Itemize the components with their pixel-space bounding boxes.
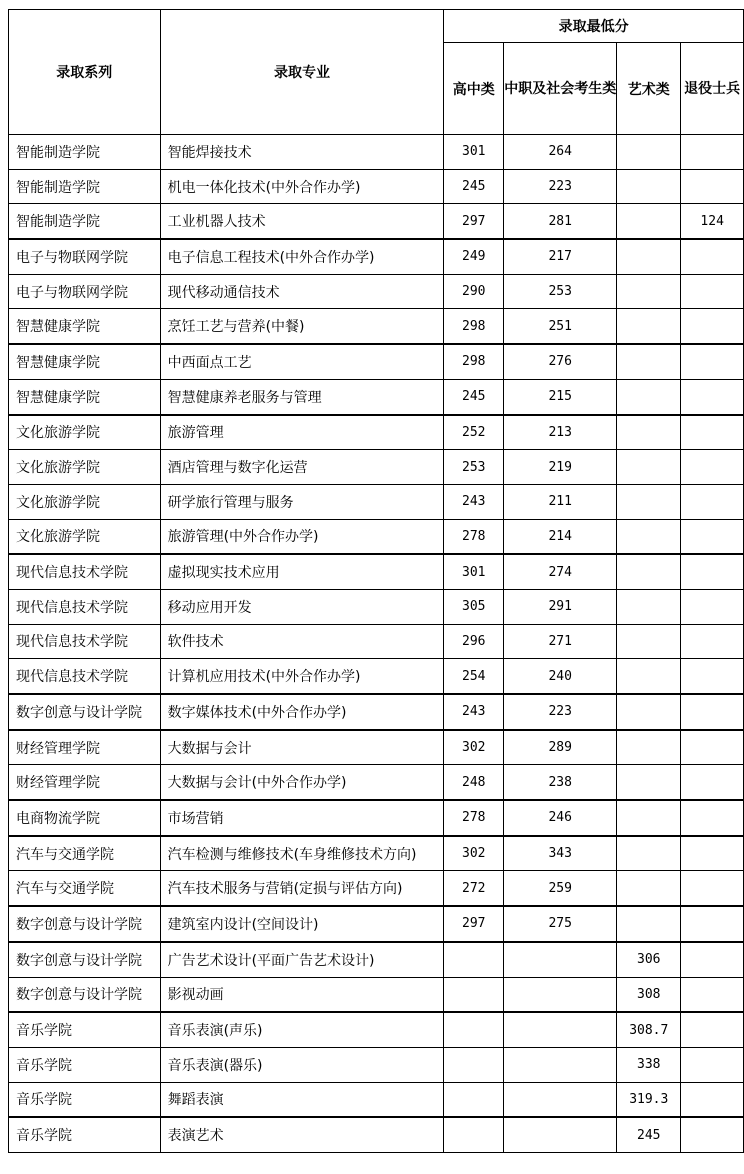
score-table-container	[8, 9, 744, 1153]
cell-zhongzhi-score: 217	[504, 239, 617, 274]
cell-major: 旅游管理	[160, 415, 444, 450]
table-row	[9, 379, 744, 414]
cell-yishu-score	[617, 135, 681, 170]
cell-yishu-score: 308	[617, 977, 681, 1012]
cell-major: 酒店管理与数字化运营	[160, 450, 444, 485]
cell-dept: 智能制造学院	[9, 169, 161, 204]
cell-zhongzhi-score: 264	[504, 135, 617, 170]
cell-yishu-score	[617, 344, 681, 379]
cell-gaozhong-score: 298	[444, 344, 504, 379]
cell-yishu-score	[617, 659, 681, 694]
cell-major: 软件技术	[160, 624, 444, 659]
table-row	[9, 239, 744, 274]
cell-major: 表演艺术	[160, 1117, 444, 1152]
cell-zhongzhi-score: 251	[504, 309, 617, 344]
cell-major: 汽车技术服务与营销(定损与评估方向)	[160, 871, 444, 906]
cell-tuiyi-score	[681, 977, 744, 1012]
header-zhongzhi: 中职及社会考生类	[504, 43, 617, 135]
cell-zhongzhi-score: 214	[504, 519, 617, 554]
cell-tuiyi-score	[681, 765, 744, 800]
cell-gaozhong-score	[444, 1117, 504, 1152]
cell-yishu-score	[617, 800, 681, 836]
cell-yishu-score	[617, 554, 681, 589]
table-row	[9, 450, 744, 485]
cell-dept: 文化旅游学院	[9, 415, 161, 450]
cell-yishu-score	[617, 379, 681, 414]
cell-gaozhong-score	[444, 942, 504, 977]
table-row	[9, 519, 744, 554]
cell-dept: 智慧健康学院	[9, 344, 161, 379]
cell-tuiyi-score	[681, 379, 744, 414]
cell-major: 现代移动通信技术	[160, 274, 444, 309]
cell-tuiyi-score	[681, 169, 744, 204]
cell-dept: 数字创意与设计学院	[9, 906, 161, 942]
cell-gaozhong-score	[444, 1047, 504, 1082]
table-row	[9, 659, 744, 694]
cell-yishu-score: 338	[617, 1047, 681, 1082]
cell-tuiyi-score	[681, 274, 744, 309]
cell-gaozhong-score: 305	[444, 589, 504, 624]
cell-yishu-score: 319.3	[617, 1082, 681, 1117]
cell-zhongzhi-score	[504, 1117, 617, 1152]
cell-major: 数字媒体技术(中外合作办学)	[160, 694, 444, 730]
cell-major: 虚拟现实技术应用	[160, 554, 444, 589]
cell-zhongzhi-score: 274	[504, 554, 617, 589]
header-min-score-group: 录取最低分	[444, 10, 744, 43]
cell-gaozhong-score: 248	[444, 765, 504, 800]
cell-dept: 汽车与交通学院	[9, 836, 161, 871]
table-row	[9, 871, 744, 906]
cell-gaozhong-score: 272	[444, 871, 504, 906]
cell-tuiyi-score	[681, 135, 744, 170]
cell-zhongzhi-score: 219	[504, 450, 617, 485]
cell-major: 建筑室内设计(空间设计)	[160, 906, 444, 942]
cell-yishu-score	[617, 694, 681, 730]
cell-dept: 财经管理学院	[9, 730, 161, 765]
cell-tuiyi-score	[681, 484, 744, 519]
table-row	[9, 765, 744, 800]
cell-major: 移动应用开发	[160, 589, 444, 624]
cell-gaozhong-score: 278	[444, 519, 504, 554]
cell-major: 烹饪工艺与营养(中餐)	[160, 309, 444, 344]
cell-gaozhong-score: 245	[444, 169, 504, 204]
cell-zhongzhi-score: 289	[504, 730, 617, 765]
table-row	[9, 942, 744, 977]
cell-tuiyi-score	[681, 309, 744, 344]
cell-tuiyi-score	[681, 624, 744, 659]
cell-major: 中西面点工艺	[160, 344, 444, 379]
table-row	[9, 836, 744, 871]
cell-zhongzhi-score: 211	[504, 484, 617, 519]
cell-gaozhong-score: 253	[444, 450, 504, 485]
cell-dept: 电子与物联网学院	[9, 239, 161, 274]
cell-zhongzhi-score: 240	[504, 659, 617, 694]
table-row	[9, 169, 744, 204]
cell-zhongzhi-score: 271	[504, 624, 617, 659]
header-gaozhong: 高中类	[444, 43, 504, 135]
cell-gaozhong-score	[444, 1012, 504, 1047]
cell-gaozhong-score: 245	[444, 379, 504, 414]
table-row	[9, 624, 744, 659]
cell-gaozhong-score: 301	[444, 135, 504, 170]
table-row	[9, 274, 744, 309]
cell-tuiyi-score	[681, 871, 744, 906]
cell-dept: 音乐学院	[9, 1047, 161, 1082]
cell-zhongzhi-score: 259	[504, 871, 617, 906]
cell-zhongzhi-score: 246	[504, 800, 617, 836]
cell-zhongzhi-score	[504, 1047, 617, 1082]
cell-gaozhong-score	[444, 977, 504, 1012]
cell-yishu-score: 306	[617, 942, 681, 977]
cell-tuiyi-score	[681, 1047, 744, 1082]
cell-dept: 文化旅游学院	[9, 484, 161, 519]
cell-gaozhong-score: 298	[444, 309, 504, 344]
cell-zhongzhi-score: 238	[504, 765, 617, 800]
table-row	[9, 800, 744, 836]
cell-dept: 文化旅游学院	[9, 450, 161, 485]
cell-zhongzhi-score	[504, 1082, 617, 1117]
cell-yishu-score	[617, 239, 681, 274]
cell-zhongzhi-score	[504, 977, 617, 1012]
cell-tuiyi-score	[681, 450, 744, 485]
cell-gaozhong-score: 249	[444, 239, 504, 274]
cell-gaozhong-score: 290	[444, 274, 504, 309]
table-row	[9, 589, 744, 624]
cell-dept: 现代信息技术学院	[9, 589, 161, 624]
cell-yishu-score	[617, 730, 681, 765]
cell-yishu-score	[617, 765, 681, 800]
cell-gaozhong-score: 243	[444, 694, 504, 730]
cell-tuiyi-score: 124	[681, 204, 744, 239]
cell-major: 智慧健康养老服务与管理	[160, 379, 444, 414]
cell-tuiyi-score	[681, 906, 744, 942]
cell-tuiyi-score	[681, 589, 744, 624]
cell-yishu-score	[617, 309, 681, 344]
table-row	[9, 1047, 744, 1082]
table-row	[9, 484, 744, 519]
table-row	[9, 1012, 744, 1047]
cell-major: 广告艺术设计(平面广告艺术设计)	[160, 942, 444, 977]
cell-tuiyi-score	[681, 344, 744, 379]
cell-dept: 电子与物联网学院	[9, 274, 161, 309]
cell-zhongzhi-score: 253	[504, 274, 617, 309]
cell-tuiyi-score	[681, 730, 744, 765]
cell-yishu-score	[617, 484, 681, 519]
cell-tuiyi-score	[681, 800, 744, 836]
cell-major: 大数据与会计	[160, 730, 444, 765]
table-row	[9, 344, 744, 379]
cell-dept: 现代信息技术学院	[9, 624, 161, 659]
cell-dept: 音乐学院	[9, 1082, 161, 1117]
cell-dept: 数字创意与设计学院	[9, 977, 161, 1012]
cell-dept: 音乐学院	[9, 1012, 161, 1047]
cell-tuiyi-score	[681, 942, 744, 977]
cell-zhongzhi-score: 291	[504, 589, 617, 624]
table-row	[9, 730, 744, 765]
admission-score-table	[8, 9, 744, 1153]
cell-gaozhong-score: 302	[444, 730, 504, 765]
header-dept: 录取系列	[9, 10, 161, 135]
cell-major: 大数据与会计(中外合作办学)	[160, 765, 444, 800]
cell-major: 旅游管理(中外合作办学)	[160, 519, 444, 554]
table-row	[9, 977, 744, 1012]
cell-major: 工业机器人技术	[160, 204, 444, 239]
cell-dept: 财经管理学院	[9, 765, 161, 800]
cell-tuiyi-score	[681, 659, 744, 694]
table-row	[9, 415, 744, 450]
cell-zhongzhi-score: 275	[504, 906, 617, 942]
cell-dept: 音乐学院	[9, 1117, 161, 1152]
cell-tuiyi-score	[681, 519, 744, 554]
cell-tuiyi-score	[681, 1117, 744, 1152]
table-row	[9, 135, 744, 170]
table-body	[9, 135, 744, 1153]
cell-gaozhong-score: 297	[444, 204, 504, 239]
cell-gaozhong-score: 254	[444, 659, 504, 694]
cell-dept: 数字创意与设计学院	[9, 942, 161, 977]
cell-yishu-score	[617, 274, 681, 309]
cell-tuiyi-score	[681, 1012, 744, 1047]
cell-yishu-score: 308.7	[617, 1012, 681, 1047]
cell-yishu-score	[617, 415, 681, 450]
table-row	[9, 694, 744, 730]
cell-dept: 数字创意与设计学院	[9, 694, 161, 730]
cell-tuiyi-score	[681, 415, 744, 450]
table-row	[9, 906, 744, 942]
cell-major: 影视动画	[160, 977, 444, 1012]
cell-yishu-score	[617, 589, 681, 624]
cell-zhongzhi-score	[504, 1012, 617, 1047]
cell-major: 音乐表演(声乐)	[160, 1012, 444, 1047]
cell-yishu-score	[617, 836, 681, 871]
cell-major: 电子信息工程技术(中外合作办学)	[160, 239, 444, 274]
cell-dept: 智慧健康学院	[9, 379, 161, 414]
cell-tuiyi-score	[681, 239, 744, 274]
cell-gaozhong-score: 296	[444, 624, 504, 659]
cell-yishu-score	[617, 169, 681, 204]
cell-yishu-score	[617, 871, 681, 906]
cell-yishu-score: 245	[617, 1117, 681, 1152]
cell-dept: 现代信息技术学院	[9, 659, 161, 694]
table-row	[9, 204, 744, 239]
cell-zhongzhi-score: 343	[504, 836, 617, 871]
table-row	[9, 1117, 744, 1152]
table-row	[9, 309, 744, 344]
cell-zhongzhi-score: 276	[504, 344, 617, 379]
cell-zhongzhi-score: 223	[504, 169, 617, 204]
header-tuiyi: 退役士兵	[681, 43, 744, 135]
cell-zhongzhi-score: 281	[504, 204, 617, 239]
cell-tuiyi-score	[681, 554, 744, 589]
cell-gaozhong-score: 252	[444, 415, 504, 450]
cell-gaozhong-score	[444, 1082, 504, 1117]
cell-dept: 智能制造学院	[9, 135, 161, 170]
table-row	[9, 1082, 744, 1117]
cell-gaozhong-score: 302	[444, 836, 504, 871]
table-row	[9, 554, 744, 589]
cell-dept: 电商物流学院	[9, 800, 161, 836]
cell-major: 智能焊接技术	[160, 135, 444, 170]
cell-gaozhong-score: 301	[444, 554, 504, 589]
cell-zhongzhi-score	[504, 942, 617, 977]
header-major: 录取专业	[160, 10, 444, 135]
cell-tuiyi-score	[681, 694, 744, 730]
cell-zhongzhi-score: 215	[504, 379, 617, 414]
cell-major: 舞蹈表演	[160, 1082, 444, 1117]
cell-major: 汽车检测与维修技术(车身维修技术方向)	[160, 836, 444, 871]
cell-gaozhong-score: 278	[444, 800, 504, 836]
cell-gaozhong-score: 297	[444, 906, 504, 942]
cell-major: 音乐表演(器乐)	[160, 1047, 444, 1082]
cell-dept: 汽车与交通学院	[9, 871, 161, 906]
cell-gaozhong-score: 243	[444, 484, 504, 519]
cell-major: 市场营销	[160, 800, 444, 836]
header-yishu: 艺术类	[617, 43, 681, 135]
cell-yishu-score	[617, 450, 681, 485]
cell-zhongzhi-score: 223	[504, 694, 617, 730]
cell-yishu-score	[617, 519, 681, 554]
cell-dept: 现代信息技术学院	[9, 554, 161, 589]
cell-dept: 智能制造学院	[9, 204, 161, 239]
cell-zhongzhi-score: 213	[504, 415, 617, 450]
cell-major: 计算机应用技术(中外合作办学)	[160, 659, 444, 694]
cell-tuiyi-score	[681, 836, 744, 871]
cell-yishu-score	[617, 624, 681, 659]
cell-major: 机电一体化技术(中外合作办学)	[160, 169, 444, 204]
cell-yishu-score	[617, 204, 681, 239]
cell-major: 研学旅行管理与服务	[160, 484, 444, 519]
cell-tuiyi-score	[681, 1082, 744, 1117]
table-header	[9, 10, 744, 135]
cell-yishu-score	[617, 906, 681, 942]
cell-dept: 文化旅游学院	[9, 519, 161, 554]
cell-dept: 智慧健康学院	[9, 309, 161, 344]
